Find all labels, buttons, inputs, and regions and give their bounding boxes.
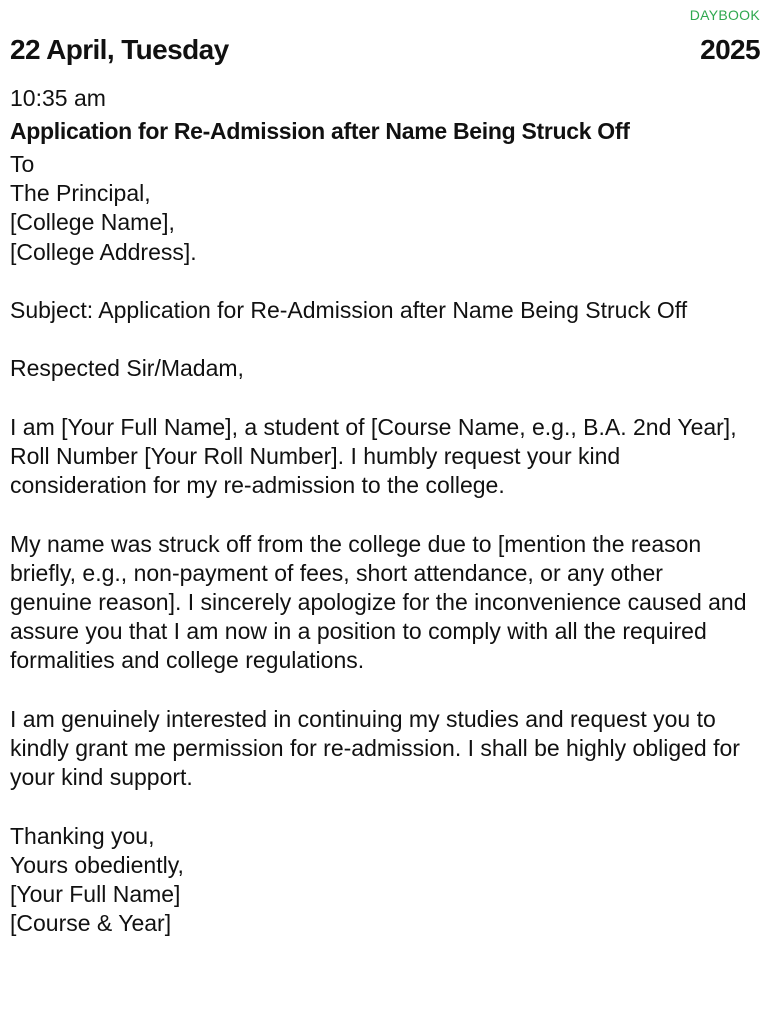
letter-signer-course: [Course & Year] — [10, 910, 172, 937]
entry-header — [10, 34, 760, 66]
letter-paragraph-2: My name was struck off from the college due to [mention the reason briefly, e.g., non-payment of fees, short attendance, or any other genuine reason]. I sincerely apologize for the inconvenience caused and assure you that I am now in a position to comply with all the required formalities and college regulations. — [10, 530, 747, 674]
letter-paragraph-1: I am [Your Full Name], a student of [Course Name, e.g., B.A. 2nd Year], Roll Number [Your Roll Number]. I humbly request your kind consideration for my re-admission to the college. — [10, 413, 737, 499]
blank-line — [10, 267, 750, 296]
entry-title: Application for Re-Admission after Name Being Struck Off — [10, 118, 630, 144]
entry-body[interactable] — [10, 150, 750, 938]
letter-college-address: [College Address]. — [10, 238, 197, 265]
letter-signer-name: [Your Full Name] — [10, 880, 181, 907]
blank-line — [10, 500, 750, 529]
letter-subject: Subject: Application for Re-Admission after Name Being Struck Off — [10, 297, 688, 323]
entry-year: 2025 — [700, 34, 760, 65]
letter-college-name: [College Name], — [10, 209, 175, 236]
blank-line — [10, 325, 750, 354]
blank-line — [10, 676, 750, 705]
letter-signoff: Yours obediently, — [10, 851, 184, 878]
app-brand-label: DAYBOOK — [689, 7, 760, 23]
letter-recipient: The Principal, — [10, 180, 151, 207]
entry-time: 10:35 am — [10, 85, 106, 111]
letter-closing: Thanking you, — [10, 822, 155, 849]
blank-line — [10, 792, 750, 821]
letter-salutation: Respected Sir/Madam, — [10, 355, 244, 382]
blank-line — [10, 384, 750, 413]
letter-paragraph-3: I am genuinely interested in continuing my studies and request you to kindly grant me permission for re-admission. I shall be highly obliged for your kind support. — [10, 705, 740, 791]
letter-to: To — [10, 151, 35, 177]
entry-date: 22 April, Tuesday — [10, 34, 229, 65]
